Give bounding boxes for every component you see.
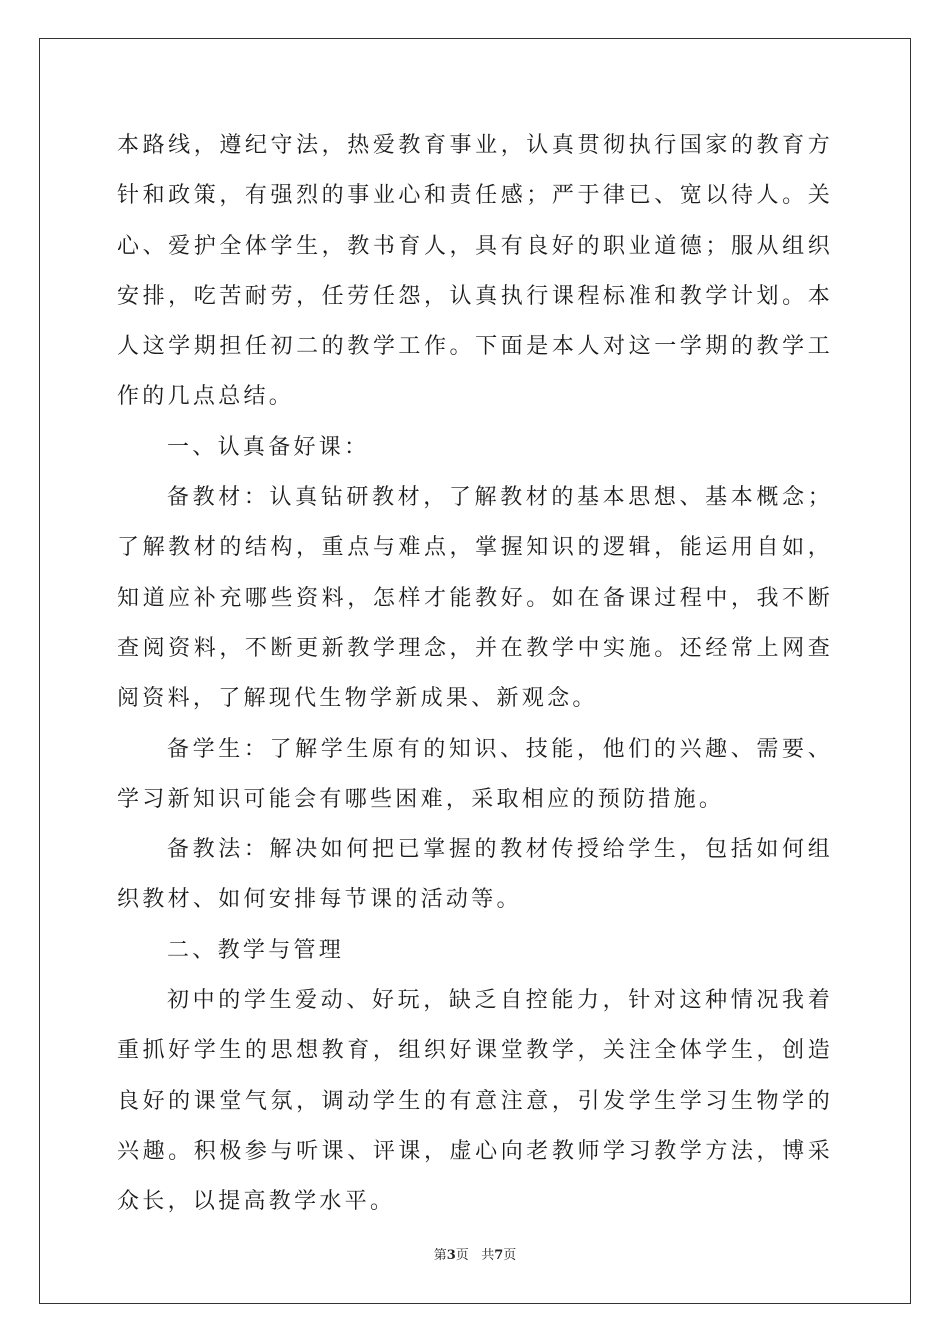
total-page-count: 7	[494, 1248, 504, 1263]
paragraph-prepare-students: 备学生：了解学生原有的知识、技能，他们的兴趣、需要、学习新知识可能会有哪些困难，采取相应的预防措施。	[117, 736, 833, 812]
section-heading-teaching-management: 二、教学与管理	[167, 937, 345, 963]
paragraph-prepare-materials: 备教材：认真钻研教材，了解教材的基本思想、基本概念；了解教材的结构，重点与难点，掌握知识的逻辑，能运用自如，知道应补充哪些资料，怎样才能教好。如在备课过程中，我不断查阅资料，不断更新教学理念，并在教学中实施。还经常上网查阅资料，了解现代生物学新成果、新观念。	[117, 485, 833, 712]
total-label-suffix: 页	[503, 1248, 517, 1263]
page-label-suffix: 页	[455, 1248, 469, 1263]
page-footer	[0, 1247, 950, 1265]
current-page-number: 3	[446, 1248, 456, 1263]
paragraph-prepare-methods: 备教法：解决如何把已掌握的教材传授给学生，包括如何组织教材、如何安排每节课的活动等。	[117, 837, 833, 913]
total-label-prefix: 共	[481, 1248, 495, 1263]
section-heading-prepare-lessons: 一、认真备好课：	[167, 434, 370, 460]
page-label-prefix: 第	[433, 1248, 447, 1263]
paragraph-intro: 本路线，遵纪守法，热爱教育事业，认真贯彻执行国家的教育方针和政策，有强烈的事业心和责任感；严于律已、宽以待人。关心、爱护全体学生，教书育人，具有良好的职业道德；服从组织安排，吃苦耐劳，任劳任怨，认真执行课程标准和教学计划。本人这学期担任初二的教学工作。下面是本人对这一学期的教学工作的几点总结。	[117, 133, 833, 410]
paragraph-teaching-management: 初中的学生爱动、好玩，缺乏自控能力，针对这种情况我着重抓好学生的思想教育，组织好课堂教学，关注全体学生，创造良好的课堂气氛，调动学生的有意注意，引发学生学习生物学的兴趣。积极参与听课、评课，虚心向老教师学习教学方法，博采众长，以提高教学水平。	[117, 988, 833, 1215]
document-body	[117, 121, 833, 1228]
